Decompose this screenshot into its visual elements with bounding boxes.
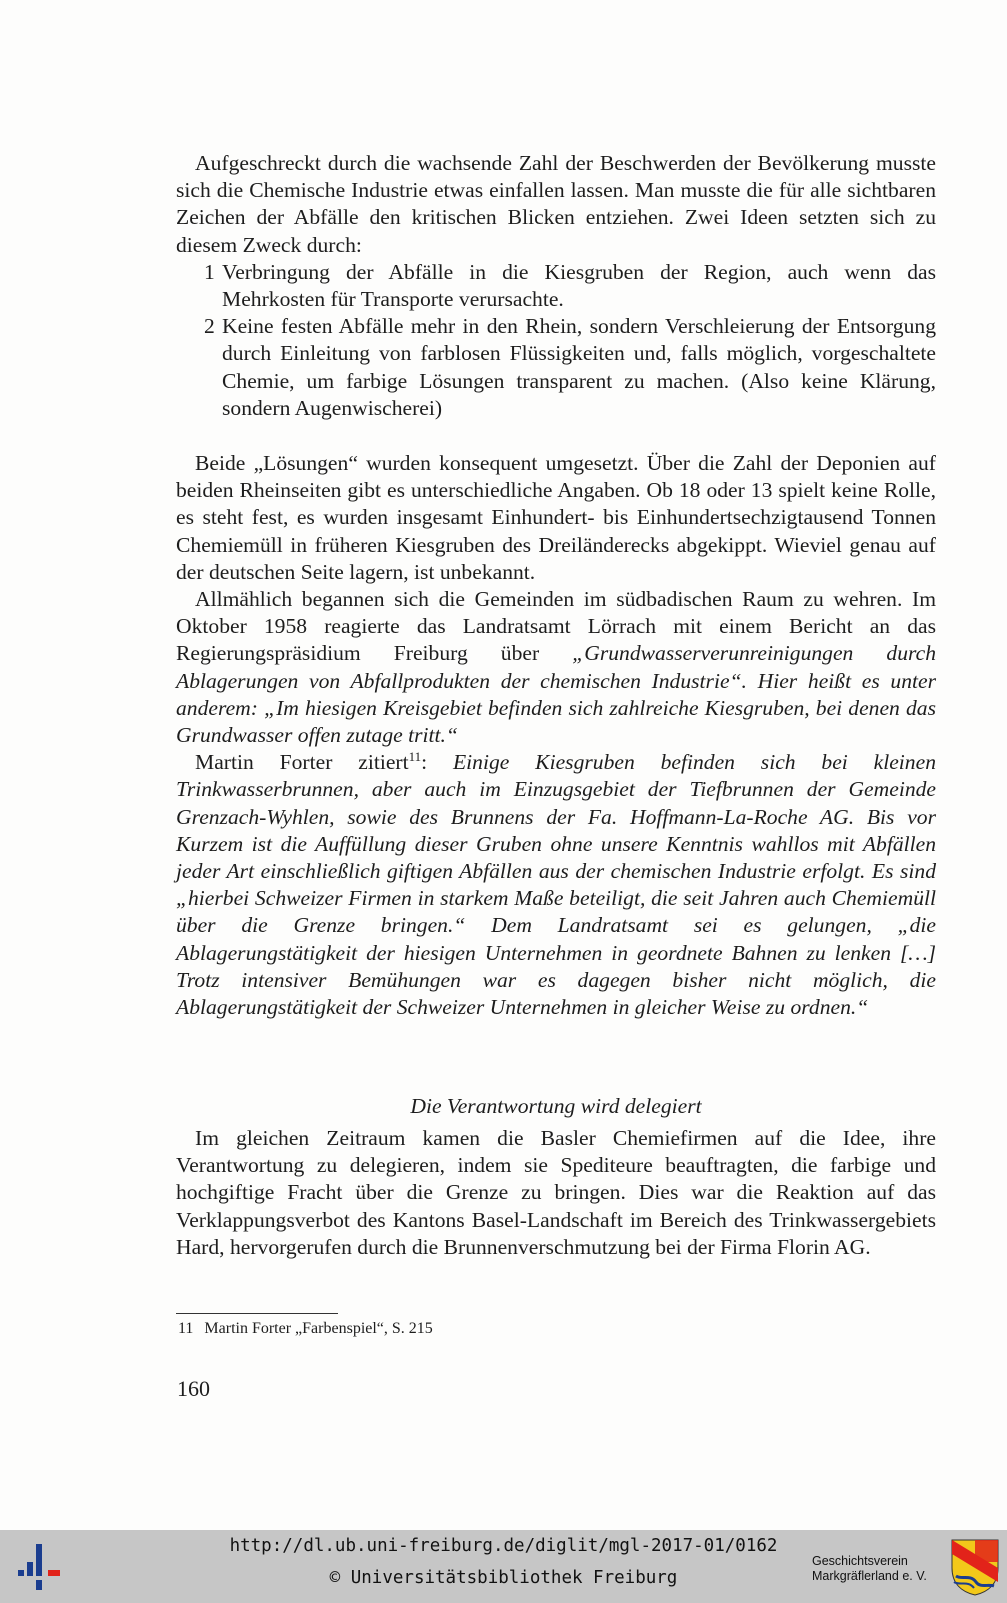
list-item-2 (176, 313, 936, 422)
main-text-middle (176, 450, 936, 1021)
list-item-1 (176, 259, 936, 313)
footnote (178, 1318, 433, 1340)
paragraph-roman-text: Allmählich begannen sich die Gemeinden im südbadischen Raum zu wehren. Im Oktober 1958 reagierte das Landratsamt Lörrach mit einem Bericht an das Regierungspräsidium Freiburg über (176, 587, 936, 666)
page-number: 160 (177, 1376, 210, 1401)
paragraph-intro: Aufgeschreckt durch die wachsende Zahl der Beschwerden der Bevölkerung musste sich die Chemische Industrie etwas einfallen lassen. Man musste die für alle sichtbaren Zeichen der Abfälle den kritischen Blicken entziehen. Zwei Ideen setzten sich zu diesem Zweck durch: (176, 151, 936, 257)
list-number: 1 (204, 259, 215, 284)
society-name (812, 1554, 927, 1584)
quote-italic: „Grundwasserverunreinigungen durch Ablagerungen von Abfallprodukten der chemischen Industrie“. Hier heißt es unter anderem: „Im hiesigen Kreisgebiet befinden sich zahlreiche Kiesgruben, bei denen das Grundwasser offen zutage tritt.“ (176, 641, 936, 748)
society-line-2: Markgräflerland e. V. (812, 1569, 927, 1583)
footnote-divider (176, 1313, 338, 1314)
footnote-number: 11 (178, 1320, 194, 1337)
paragraph-delegation: Im gleichen Zeitraum kamen die Basler Chemiefirmen auf die Idee, ihre Verantwortung zu delegieren, indem sie Spediteure beauftragten, die farbige und hochgiftige Fracht über die Grenze zu bringen. Dies war die Reaktion auf das Verklappungsverbot des Kantons Basel-Landschaft im Bereich des Trinkwassergebiets Hard, hervorgerufen durch die Brunnenverschmutzung bei der Firma Florin AG. (176, 1126, 936, 1259)
main-text-top (176, 150, 936, 422)
footnote-text: Martin Forter „Farbenspiel“, S. 215 (204, 1320, 433, 1337)
copyright-text: © Universitätsbibliothek Freiburg (329, 1568, 678, 1588)
quote-italic: Einige Kiesgruben befinden sich bei kleinen Trinkwasserbrunnen, aber auch im Einzugsgebiet der Tiefbrunnen der Gemeinde Grenzach-Wyhlen, sowie des Brunnens der Fa. Hoffmann-La-Roche AG. Bis vor Kurzem ist die Auffüllung dieser Gruben ohne unsere Kenntnis wahllos mit Abfällen jeder Art einschließlich giftigen Abfällen aus der chemischen Industrie erfolgt. Es sind „hierbei Schweizer Firmen in starkem Maße beteiligt, die seit Jahren auch Chemiemüll über die Grenze bringen.“ Dem Landratsamt sei es gelungen, „die Ablagerungstätigkeit der hiesigen Unternehmen in geordnete Bahnen zu lenken […] Trotz intensiver Bemühungen war es dagegen bisher nicht möglich, die Ablagerungstätigkeit der Schweizer Unternehmen in gleicher Weise zu ordnen.“ (176, 750, 936, 1020)
footnote-reference: 11 (408, 749, 422, 765)
footer-bar (0, 1530, 1007, 1603)
section-heading: Die Verantwortung wird delegiert (410, 1094, 702, 1118)
list-item-text: Keine festen Abfälle mehr in den Rhein, sondern Verschleierung der Entsorgung durch Einleitung von farblosen Flüssigkeiten und, falls möglich, vorgeschaltete Chemie, um farbige Lösungen transparent zu machen. (Also keine Klärung, sondern Augenwischerei) (222, 314, 936, 420)
coat-of-arms-icon (950, 1538, 1000, 1596)
paragraph-gemeinden (176, 586, 936, 749)
society-line-1: Geschichtsverein (812, 1554, 908, 1568)
paragraph-forter-quote (176, 749, 936, 1021)
paragraph-roman-text: Martin Forter zitiert (195, 750, 409, 775)
main-text-bottom (176, 1125, 936, 1261)
colon: : (421, 750, 453, 775)
source-url-link[interactable]: http://dl.ub.uni-freiburg.de/diglit/mgl-2017-01/0162 (229, 1536, 778, 1556)
list-number: 2 (204, 314, 215, 339)
list-item-text: Verbringung der Abfälle in die Kiesgruben der Region, auch wenn das Mehrkosten für Transporte verursachte. (222, 259, 936, 312)
paragraph-loesungen: Beide „Lösungen“ wurden konsequent umgesetzt. Über die Zahl der Deponien auf beiden Rheinseiten gibt es unterschiedliche Angaben. Ob 18 oder 13 spielt keine Rolle, es steht fest, es wurden insgesamt Einhundert- bis Einhundertsechzigtausend Tonnen Chemiemüll in früheren Kiesgruben des Dreiländerecks abgekippt. Wieviel genau auf der deutschen Seite lagern, ist unbekannt. (176, 451, 936, 584)
